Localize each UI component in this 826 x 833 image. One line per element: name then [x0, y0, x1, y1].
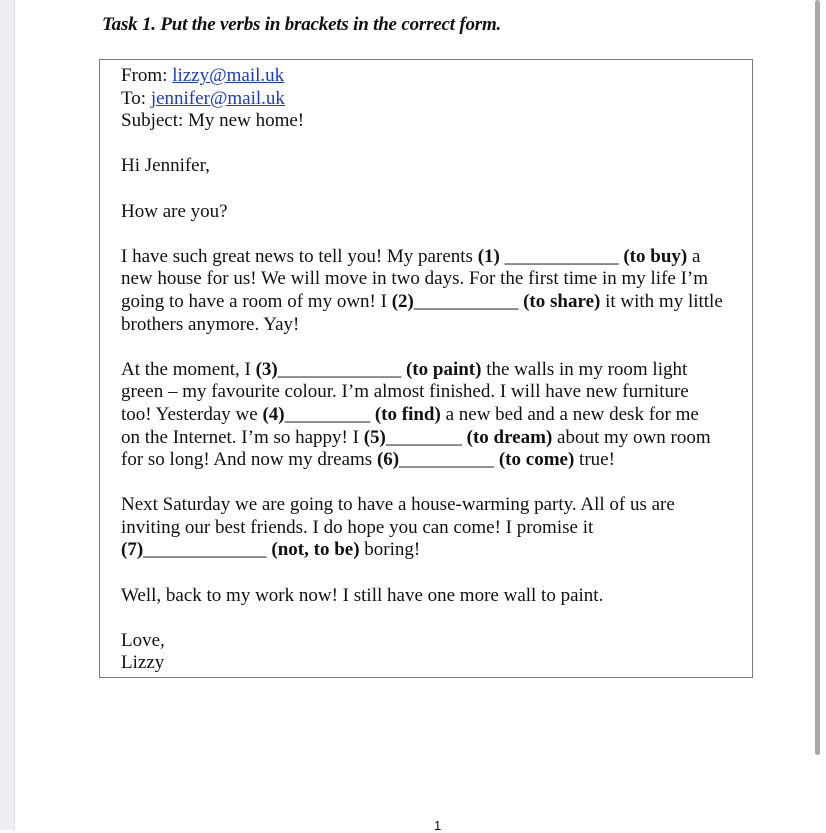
paragraph-line	[121, 449, 723, 472]
verb-hint: (not, to be)	[271, 539, 360, 561]
text-segment: Next Saturday we are going to have a house-warming party. All of us are	[121, 494, 675, 516]
paragraph-line	[121, 291, 723, 314]
verb-hint: (to paint)	[405, 358, 482, 380]
verb-hint: (4)	[262, 403, 285, 425]
verb-hint: (5)	[363, 426, 386, 448]
paragraph-line	[121, 359, 723, 382]
email-paragraph	[121, 494, 723, 584]
text-segment: I have such great news to tell you! My parents	[121, 245, 478, 267]
to-line	[121, 88, 723, 111]
from-line	[121, 65, 723, 88]
verb-hint: (to share)	[523, 290, 601, 312]
scrollbar[interactable]	[815, 0, 820, 755]
text-segment: ________	[385, 426, 467, 448]
from-email-link[interactable]: lizzy@mail.uk	[172, 65, 285, 86]
paragraph-line	[121, 246, 723, 269]
email-paragraph	[121, 359, 723, 495]
paragraph-line	[121, 517, 723, 540]
verb-hint: (to come)	[498, 449, 575, 471]
text-segment: brothers anymore. Yay!	[121, 313, 300, 335]
left-panel-edge	[0, 0, 15, 830]
text-segment: too! Yesterday we	[121, 403, 263, 425]
verb-hint: (2)	[391, 290, 414, 312]
paragraph-line	[121, 381, 723, 404]
paragraph-line	[121, 494, 723, 517]
email-paragraph	[121, 246, 723, 359]
paragraph-line	[121, 539, 723, 562]
task-title: Task 1. Put the verbs in brackets in the correct form.	[102, 14, 502, 35]
text-segment: _________	[284, 403, 375, 425]
verb-hint: (to find)	[374, 403, 441, 425]
subject-line: Subject: My new home!	[121, 110, 305, 132]
text-segment: a new bed and a new desk for me	[440, 403, 699, 425]
text-segment: on the Internet. I’m so happy! I	[121, 426, 364, 448]
text-segment: it with my little	[600, 290, 723, 312]
verb-hint: (to dream)	[466, 426, 553, 448]
email-paragraph	[121, 585, 723, 630]
text-segment: a	[687, 245, 701, 267]
text-segment: about my own room	[552, 426, 711, 448]
text-segment: At the moment, I	[121, 358, 256, 380]
paragraph-line	[121, 427, 723, 450]
paragraph-line	[121, 268, 723, 291]
text-segment: __________	[399, 449, 499, 471]
signature: Lizzy	[121, 652, 165, 674]
closing: Love,	[121, 629, 165, 651]
page-number: 1	[434, 818, 442, 833]
paragraph-line	[121, 585, 723, 608]
text-segment: new house for us! We will move in two days. For the first time in my life I’m	[121, 268, 709, 290]
text-segment: inviting our best friends. I do hope you can come! I promise it	[121, 516, 594, 538]
text-segment: ___________	[413, 290, 524, 312]
paragraph-line	[121, 404, 723, 427]
text-segment: _____________	[143, 539, 272, 561]
email-box	[99, 59, 753, 678]
paragraph-line	[121, 314, 723, 337]
text-segment: _____________	[277, 358, 406, 380]
from-label: From:	[121, 65, 173, 86]
verb-hint: (3)	[255, 358, 278, 380]
opening: How are you?	[121, 200, 228, 222]
verb-hint: (1)	[477, 245, 500, 267]
verb-hint: (7)	[121, 539, 144, 561]
verb-hint: (to buy)	[623, 245, 688, 267]
text-segment: boring!	[359, 539, 421, 561]
text-segment: ____________	[499, 245, 624, 267]
greeting: Hi Jennifer,	[121, 155, 210, 177]
text-segment: Well, back to my work now! I still have one more wall to paint.	[121, 584, 604, 606]
to-label: To:	[121, 87, 151, 109]
verb-hint: (6)	[376, 449, 400, 471]
text-segment: green – my favourite colour. I’m almost finished. I will have new furniture	[121, 381, 689, 403]
text-segment: true!	[574, 449, 615, 471]
to-email-link[interactable]: jennifer@mail.uk	[150, 87, 285, 109]
text-segment: for so long! And now my dreams	[121, 449, 377, 471]
text-segment: the walls in my room light	[481, 358, 688, 380]
text-segment: going to have a room of my own! I	[121, 290, 392, 312]
